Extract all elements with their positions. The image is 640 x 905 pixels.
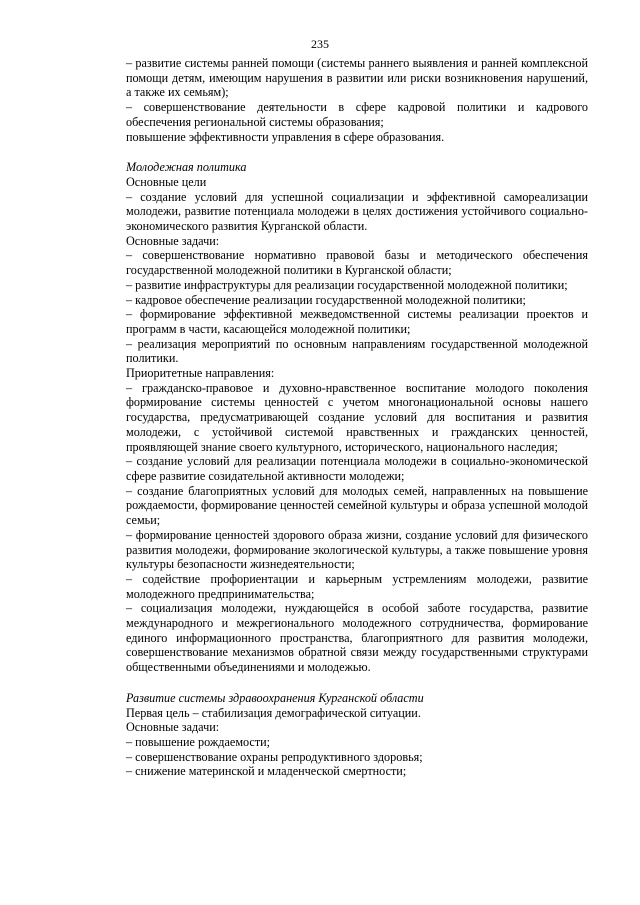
list-item: – совершенствование охраны репродуктивного здоровья;: [126, 749, 423, 764]
list-item: – формирование ценностей здорового образа жизни, создание условий для физического развития молодежи, формирование экологической культуры, а также повышение уровня культуры безопасности жизнедеятельности;: [126, 527, 588, 572]
paragraph: – совершенствование деятельности в сфере кадровой политики и кадрового обеспечения региональной системы образования;: [126, 100, 588, 129]
subheading: Приоритетные направления:: [126, 366, 275, 381]
paragraph: – развитие системы ранней помощи (системы раннего выявления и ранней комплексной помощи детям, имеющим нарушения в развитии или риски возникновения нарушений, а также их семьям);: [126, 56, 588, 100]
list-item: – социализация молодежи, нуждающейся в особой заботе государства, развитие международного и межрегионального молодежного сотрудничества, формирование единого информационного пространства, благоприятного для развития молодежи, совершенствование механизмов обратной связи между государственными структурами общественными объединениями и молодежью.: [126, 601, 588, 675]
list-item: – создание благоприятных условий для молодых семей, направленных на повышение рождаемости, формирование ценностей семейной культуры и образа успешной молодой семьи;: [126, 483, 588, 528]
list-item: – гражданско-правовое и духовно-нравственное воспитание молодого поколения формирование системы ценностей с учетом многонациональной основы нашего государства, предусматривающей создание условий для воспитания и развития молодежи, с устойчивой системой нравственных и гражданских ценностей, проявляющей знание своего культурного, исторического, национального наследия;: [126, 380, 588, 454]
list-item: – снижение материнской и младенческой смертности;: [126, 764, 407, 779]
list-item: – формирование эффективной межведомственной системы реализации проектов и программ в части, касающейся молодежной политики;: [126, 307, 588, 336]
subheading: Основные задачи:: [126, 720, 220, 735]
spacer: [126, 144, 588, 160]
spacer: [126, 675, 588, 691]
section-heading: Развитие системы здравоохранения Курганской области: [126, 690, 424, 705]
list-item: – реализация мероприятий по основным направлениям государственной молодежной политики.: [126, 336, 588, 366]
paragraph: – создание условий для успешной социализации и эффективной самореализации молодежи, развитие потенциала молодежи в целях достижения устойчивого социально-экономического развития Курганской области.: [126, 189, 588, 234]
list-item: – совершенствование нормативно правовой базы и методического обеспечения государственной молодежной политики в Курганской области;: [126, 248, 588, 278]
list-item: – содействие профориентации и карьерным устремлениям молодежи, развитие молодежного предпринимательства;: [126, 571, 588, 601]
list-item: – развитие инфраструктуры для реализации государственной молодежной политики;: [126, 277, 568, 292]
subheading: Основные задачи:: [126, 233, 220, 248]
paragraph: повышение эффективности управления в сфере образования.: [126, 129, 445, 144]
paragraph: Первая цель – стабилизация демографической ситуации.: [126, 705, 421, 720]
list-item: – повышение рождаемости;: [126, 734, 271, 749]
page-number: 235: [311, 37, 329, 51]
document-body: [126, 56, 588, 779]
list-item: – кадровое обеспечение реализации государственной молодежной политики;: [126, 292, 526, 307]
section-heading: Молодежная политика: [126, 160, 247, 175]
subheading: Основные цели: [126, 174, 207, 189]
list-item: – создание условий для реализации потенциала молодежи в социально-экономической сфере развитие созидательной активности молодежи;: [126, 454, 588, 483]
